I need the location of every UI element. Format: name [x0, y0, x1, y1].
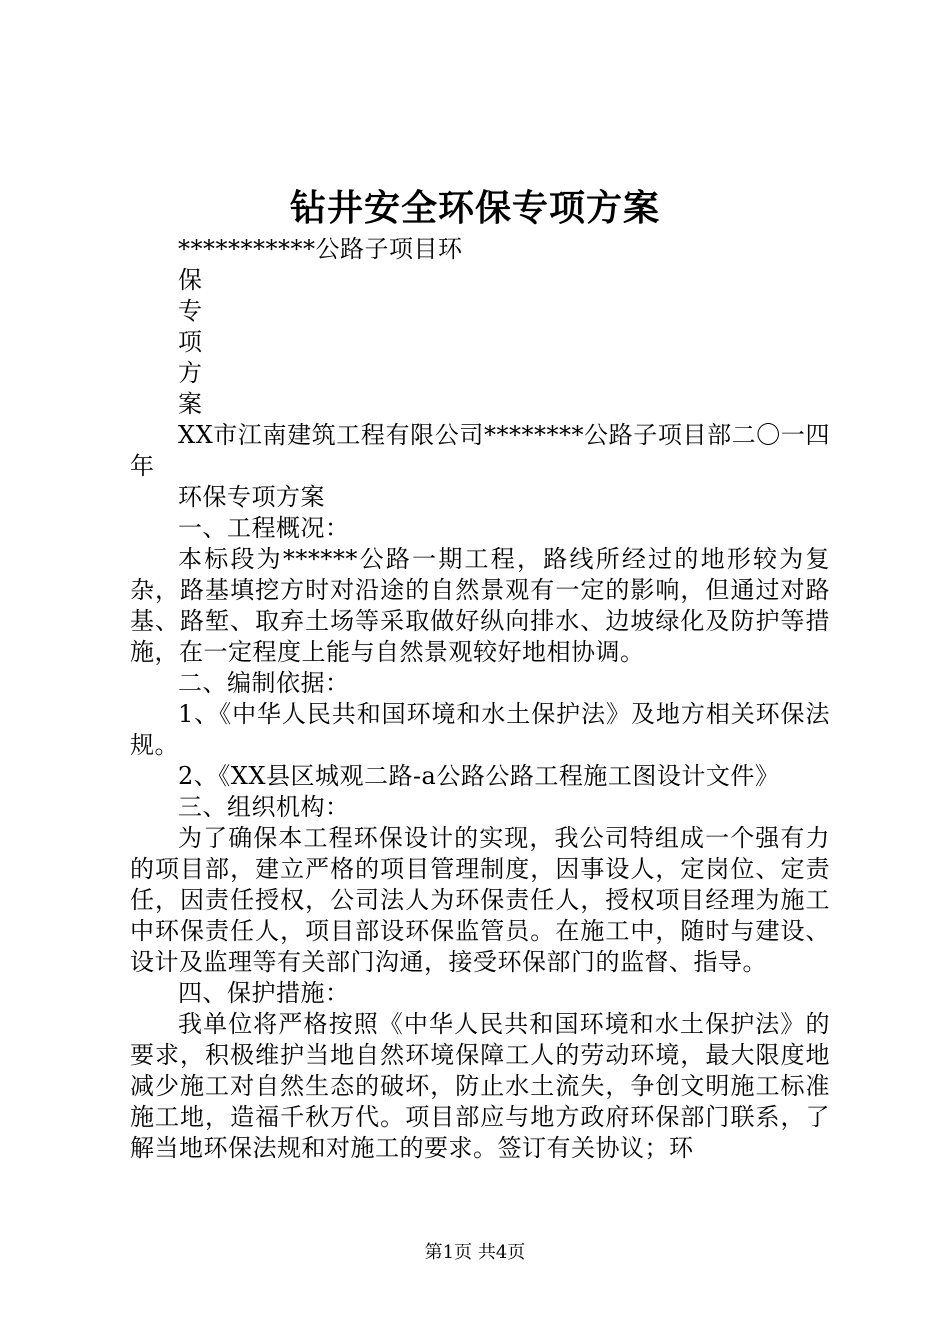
page-footer: 第1页 共4页: [424, 1242, 526, 1263]
paragraph: 案: [178, 390, 203, 418]
document-title: 钻井安全环保专项方案: [289, 187, 660, 229]
paragraph: 方: [178, 359, 203, 387]
paragraph: 环保专项方案: [178, 483, 325, 511]
section-heading: 四、保护措施：: [178, 979, 350, 1007]
paragraph: 本标段为******公路一期工程，路线所经过的地形较为复杂，路基填挖方时对沿途的自然景观有一定的影响，但通过对路基、路堑、取弃土场等采取做好纵向排水、边坡绿化及防护等措施，在一定程度上能与自然景观较好地相协调。: [130, 545, 830, 666]
paragraph: 专: [178, 297, 203, 325]
paragraph: 2、《XX县区城观二路-a公路公路工程施工图设计文件》: [178, 762, 780, 790]
paragraph: 为了确保本工程环保设计的实现，我公司特组成一个强有力的项目部，建立严格的项目管理制度，因事设人，定岗位、定责任，因责任授权，公司法人为环保责任人，授权项目经理为施工中环保责任人，项目部设环保监管员。在施工中，随时与建设、设计及监理等有关部门沟通，接受环保部门的监督、指导。: [130, 824, 830, 976]
paragraph: 保: [178, 266, 203, 294]
paragraph: 我单位将严格按照《中华人民共和国环境和水土保护法》的要求，积极维护当地自然环境保障工人的劳动环境，最大限度地减少施工对自然生态的破坏，防止水土流失，争创文明施工标准施工地，造福千秋万代。项目部应与地方政府环保部门联系，了解当地环保法规和对施工的要求。签订有关协议；环: [130, 1010, 830, 1162]
paragraph: 1、《中华人民共和国环境和水土保护法》及地方相关环保法规。: [130, 700, 830, 759]
paragraph: ***********公路子项目环: [178, 235, 463, 263]
paragraph: XX市江南建筑工程有限公司********公路子项目部二〇一四年: [130, 421, 830, 480]
document-body: [130, 234, 830, 1164]
section-heading: 一、工程概况：: [178, 514, 350, 542]
section-heading: 三、组织机构：: [178, 793, 350, 821]
paragraph: 项: [178, 328, 203, 356]
section-heading: 二、编制依据：: [178, 669, 350, 697]
